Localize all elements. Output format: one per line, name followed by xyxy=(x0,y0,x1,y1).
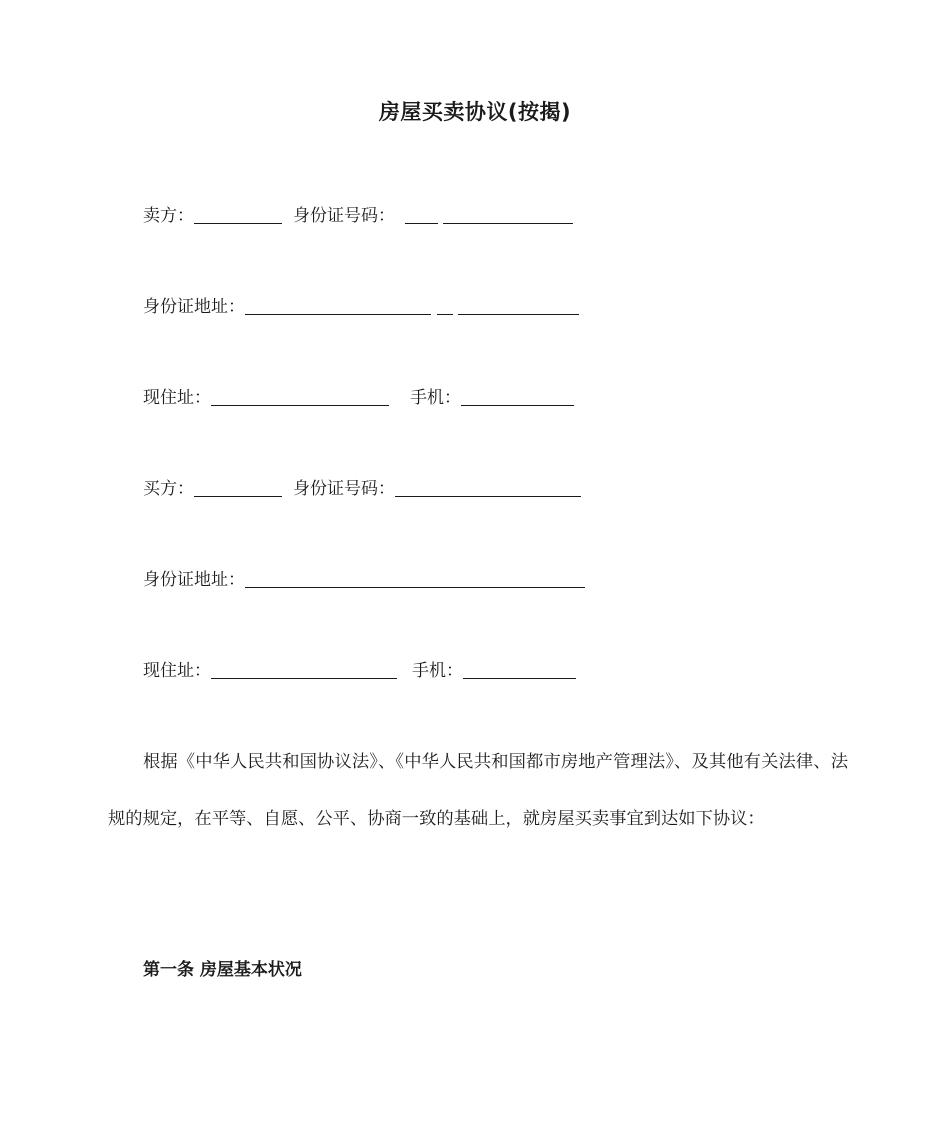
buyer-name-row xyxy=(143,477,581,501)
seller-phone-blank[interactable] xyxy=(461,404,574,406)
buyer-id-blank[interactable] xyxy=(395,495,581,497)
seller-label: 卖方： xyxy=(143,206,194,226)
seller-id-address-label: 身份证地址： xyxy=(143,297,245,317)
seller-current-address-row xyxy=(143,386,574,410)
section-heading: 第一条 房屋基本状况 xyxy=(143,960,302,980)
buyer-id-address-label: 身份证地址： xyxy=(143,570,245,590)
seller-id-label: 身份证号码： xyxy=(293,206,395,226)
buyer-current-address-row xyxy=(143,659,576,683)
buyer-current-address-label: 现住址： xyxy=(143,661,211,681)
buyer-name-blank[interactable] xyxy=(194,495,282,497)
buyer-phone-blank[interactable] xyxy=(463,677,576,679)
intro-paragraph: 根据《中华人民共和国协议法》、《中华人民共和国都市房地产管理法》、及其他有关法律、法规的规定，在平等、自愿、公平、协商一致的基础上，就房屋买卖事宜到达如下协议： xyxy=(108,752,848,829)
buyer-phone-label: 手机： xyxy=(412,661,463,681)
seller-current-address-label: 现住址： xyxy=(143,388,211,408)
buyer-current-address-blank[interactable] xyxy=(211,677,397,679)
seller-id-address-row xyxy=(143,295,579,319)
seller-current-address-blank[interactable] xyxy=(211,404,389,406)
seller-id-blank[interactable] xyxy=(443,222,573,224)
seller-id-blank-short[interactable] xyxy=(405,222,438,224)
seller-id-address-blank-2[interactable] xyxy=(458,313,579,315)
buyer-label: 买方： xyxy=(143,479,194,499)
seller-name-row xyxy=(143,204,573,228)
seller-id-address-blank-short[interactable] xyxy=(437,313,453,315)
buyer-id-address-blank[interactable] xyxy=(245,586,585,588)
buyer-id-label: 身份证号码： xyxy=(293,479,395,499)
seller-id-address-blank[interactable] xyxy=(245,313,431,315)
document-title: 房屋买卖协议(按揭) xyxy=(378,100,572,124)
seller-name-blank[interactable] xyxy=(194,222,282,224)
seller-phone-label: 手机： xyxy=(410,388,461,408)
buyer-id-address-row xyxy=(143,568,585,592)
